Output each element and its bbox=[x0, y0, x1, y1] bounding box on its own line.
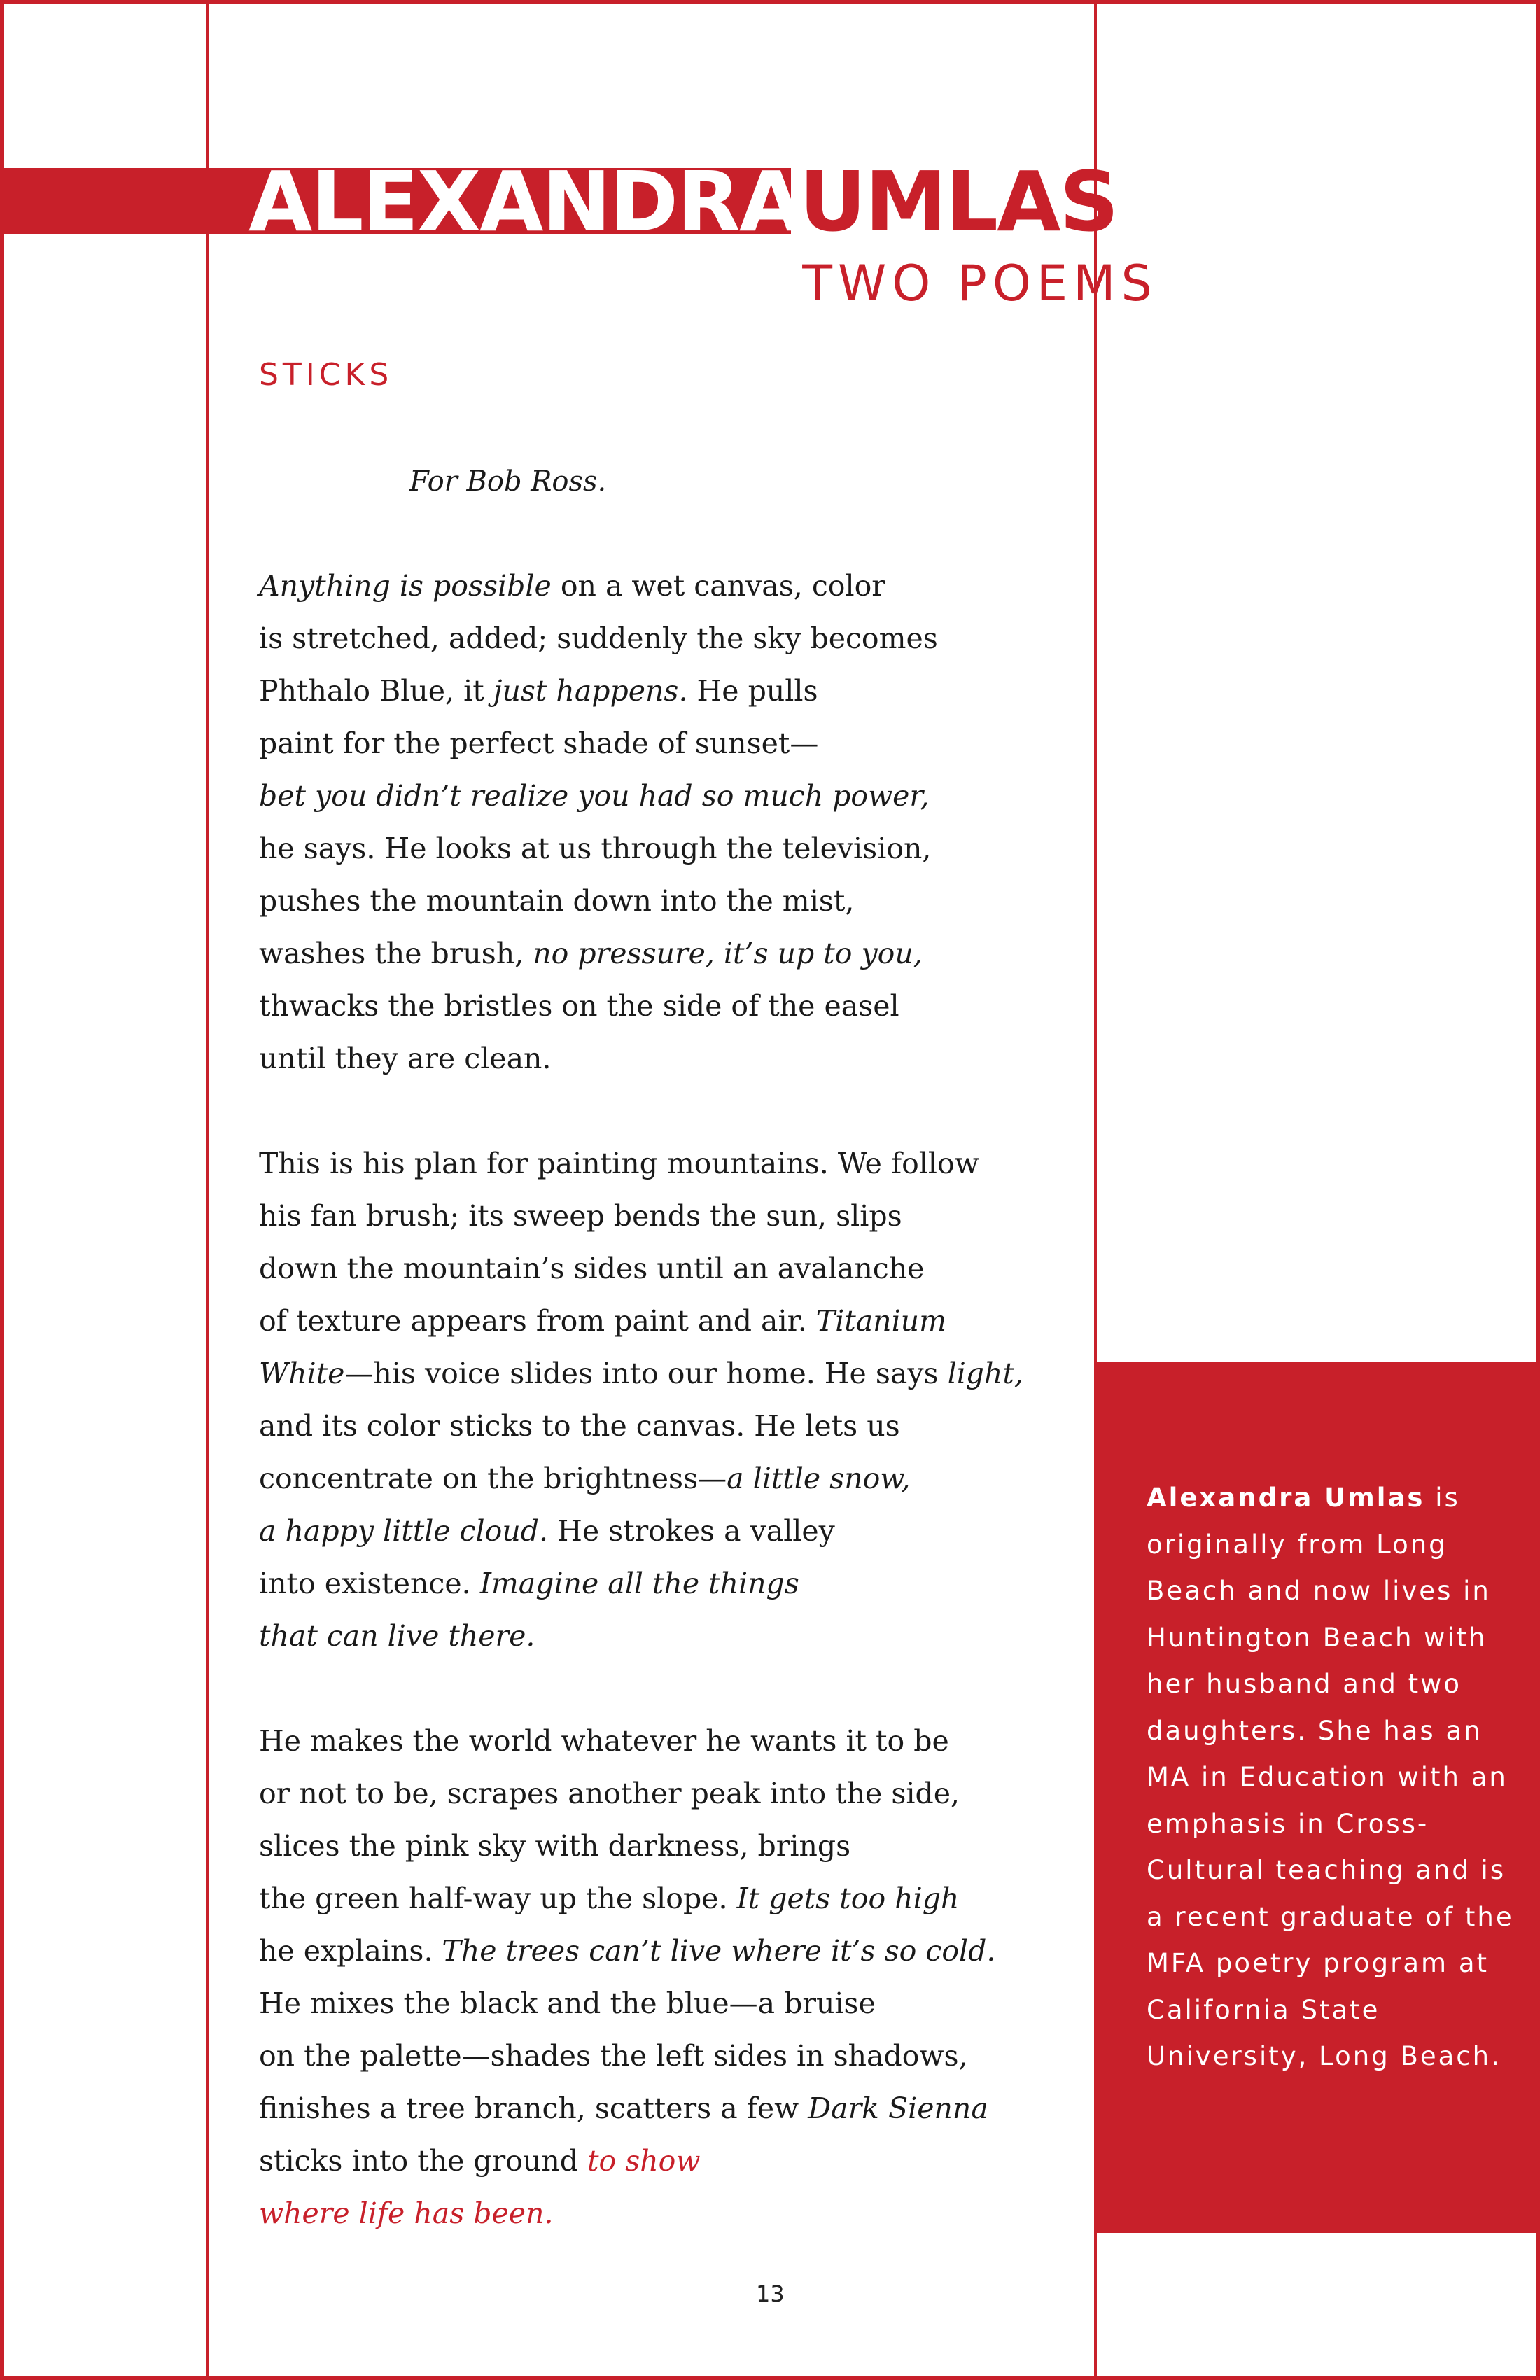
author-first-name: ALEXANDRA bbox=[248, 153, 799, 250]
poem-line-segment: and its color sticks to the canvas. He lets us bbox=[259, 1409, 900, 1443]
bio-text: is originally from Long Beach and now lives in Huntington Beach with her husband and two daughters. She has an MA in Education with an emphasis in Cross-Cultural teaching and is a recent graduate of the MFA poetry program at California State University, Long Beach. bbox=[1147, 1483, 1514, 2071]
stanza bbox=[259, 560, 1071, 1085]
poem-line-segment: concentrate on the brightness— bbox=[259, 1462, 727, 1495]
left-rule bbox=[206, 0, 209, 2380]
poem-line bbox=[259, 665, 1071, 718]
poem-line-segment: Titanium bbox=[816, 1304, 946, 1338]
poem-line bbox=[259, 1558, 1071, 1610]
poem-line bbox=[259, 1715, 1071, 1768]
poem-line-segment: where life has been. bbox=[259, 2197, 554, 2230]
poem-line-segment: White bbox=[259, 1357, 345, 1390]
stanza bbox=[259, 1715, 1071, 2240]
poem-line bbox=[259, 718, 1071, 770]
poem-line-segment: the green half-way up the slope. bbox=[259, 1882, 737, 1915]
poem-line bbox=[259, 822, 1071, 875]
poem-line-segment: Dark Sienna bbox=[808, 2092, 988, 2125]
stanza bbox=[259, 1138, 1071, 1662]
poem-line-segment: light, bbox=[947, 1357, 1023, 1390]
poem-line-segment: The trees can’t live where it’s so cold. bbox=[442, 1934, 996, 1968]
poem-title: STICKS bbox=[259, 357, 393, 393]
poem-line bbox=[259, 2030, 1071, 2082]
poem-line bbox=[259, 1820, 1071, 1872]
poem-line bbox=[259, 1925, 1071, 1977]
poem-line-segment: until they are clean. bbox=[259, 1042, 552, 1075]
poem-line bbox=[259, 1138, 1071, 1190]
poem-line bbox=[259, 1872, 1071, 1925]
poem-line-segment: He pulls bbox=[687, 674, 818, 708]
author-bio bbox=[1147, 1475, 1518, 2080]
poem-line bbox=[259, 2188, 1071, 2240]
poem-line-segment: finishes a tree branch, scatters a few bbox=[259, 2092, 808, 2125]
poem-line bbox=[259, 1505, 1071, 1558]
poem-line-segment: He mixes the black and the blue—a bruise bbox=[259, 1987, 876, 2020]
poem-line bbox=[259, 980, 1071, 1032]
poem-line-segment: of texture appears from paint and air. bbox=[259, 1304, 816, 1338]
poem-line-segment: He makes the world whatever he wants it to be bbox=[259, 1724, 949, 1758]
poem-line bbox=[259, 612, 1071, 665]
poem-line bbox=[259, 1032, 1071, 1085]
poem-line-segment: down the mountain’s sides until an avalanche bbox=[259, 1252, 925, 1285]
poem-line-segment: Phthalo Blue, it bbox=[259, 674, 493, 708]
poem-line-segment: slices the pink sky with darkness, brings bbox=[259, 1829, 851, 1863]
poem-line bbox=[259, 1452, 1071, 1505]
poem-line-segment: he says. He looks at us through the television, bbox=[259, 832, 932, 865]
poem-line-segment: he explains. bbox=[259, 1934, 442, 1968]
poem-line-segment: pushes the mountain down into the mist, bbox=[259, 884, 855, 918]
poem-line-segment: —his voice slides into our home. He says bbox=[344, 1357, 948, 1390]
poem-dedication: For Bob Ross. bbox=[410, 465, 607, 498]
poem-line bbox=[259, 2135, 1071, 2188]
page-number: 13 bbox=[756, 2281, 785, 2307]
poem-line-segment: into existence. bbox=[259, 1567, 480, 1600]
poem-line bbox=[259, 560, 1071, 612]
poem-line-segment: a little snow, bbox=[727, 1462, 911, 1495]
poem-line bbox=[259, 875, 1071, 927]
poem-line-segment: sticks into the ground bbox=[259, 2144, 588, 2178]
poem-line bbox=[259, 2082, 1071, 2135]
poem-line-segment: washes the brush, bbox=[259, 937, 533, 970]
poem-line-segment: He strokes a valley bbox=[548, 1514, 835, 1548]
poem-line-segment: thwacks the bristles on the side of the easel bbox=[259, 989, 899, 1023]
poem-line-segment: that can live there. bbox=[259, 1619, 536, 1653]
poem-line bbox=[259, 1190, 1071, 1242]
poem-line bbox=[259, 770, 1071, 822]
bio-name: Alexandra Umlas bbox=[1147, 1483, 1425, 1513]
poem-line-segment: a happy little cloud. bbox=[259, 1514, 549, 1548]
poem-line-segment: on the palette—shades the left sides in shadows, bbox=[259, 2039, 968, 2073]
poem-line-segment: Imagine all the things bbox=[479, 1567, 799, 1600]
author-title bbox=[248, 153, 1117, 251]
poem-line bbox=[259, 1242, 1071, 1295]
poem-line-segment: bet you didn’t realize you had so much power, bbox=[259, 779, 930, 813]
poem-line-segment: to show bbox=[587, 2144, 701, 2178]
author-last-name: UMLAS bbox=[799, 153, 1118, 250]
poem-line-segment: This is his plan for painting mountains. We follow bbox=[259, 1147, 979, 1180]
subtitle: TWO POEMS bbox=[802, 255, 1158, 312]
poem-line bbox=[259, 1610, 1071, 1662]
poem-line bbox=[259, 1977, 1071, 2030]
poem-line bbox=[259, 1400, 1071, 1452]
poem-line bbox=[259, 1768, 1071, 1820]
poem-line bbox=[259, 1348, 1071, 1400]
poem-line-segment: his fan brush; its sweep bends the sun, slips bbox=[259, 1199, 902, 1233]
poem-line-segment: on a wet canvas, color bbox=[551, 569, 886, 603]
poem-line-segment: paint for the perfect shade of sunset— bbox=[259, 727, 819, 760]
poem-line-segment: It gets too high bbox=[736, 1882, 960, 1915]
poem-line-segment: just happens. bbox=[493, 674, 688, 708]
poem-line-segment: Anything is possible bbox=[259, 569, 552, 603]
poem-body bbox=[259, 560, 1071, 2292]
poem-line-segment: is stretched, added; suddenly the sky becomes bbox=[259, 622, 938, 655]
poem-line bbox=[259, 927, 1071, 980]
poem-line bbox=[259, 1295, 1071, 1348]
poem-line-segment: no pressure, it’s up to you, bbox=[533, 937, 923, 970]
poem-line-segment: or not to be, scrapes another peak into the side, bbox=[259, 1777, 960, 1810]
